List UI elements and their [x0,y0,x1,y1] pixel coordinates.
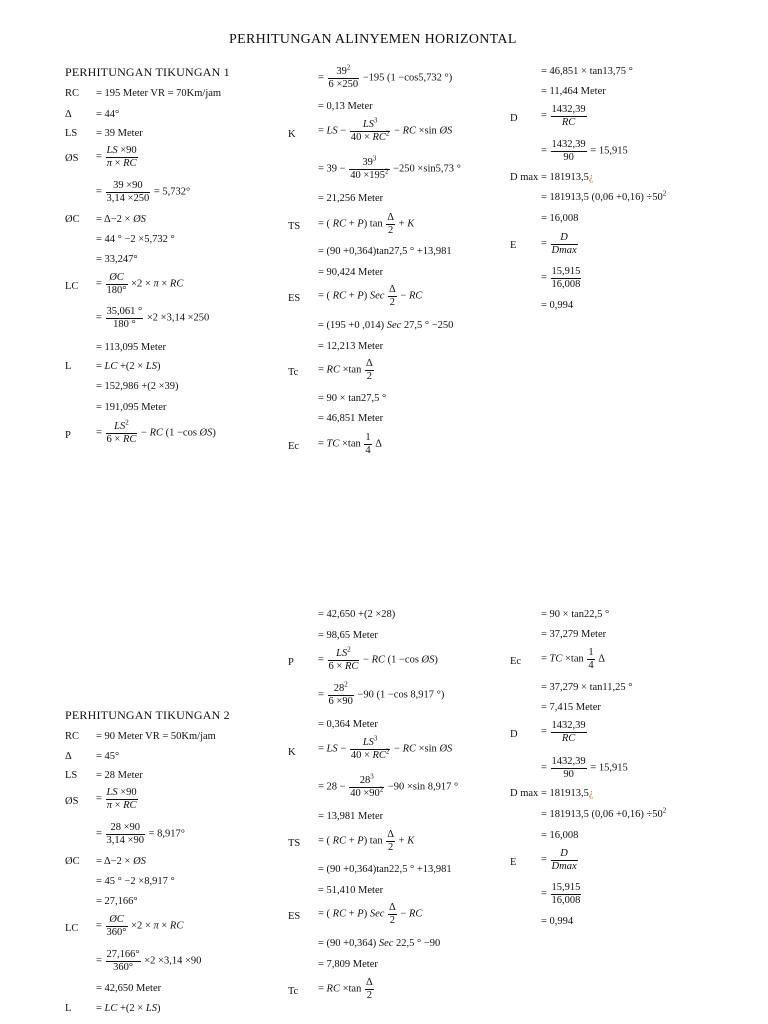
ts-formula: = ( RC + P) tan $\frac{\Delta}{2}$ + K [318,829,415,853]
phic-step: = 44 ° −2 ×5,732 ° [96,234,175,245]
label-d: D [510,729,518,740]
ts-result: = 51,410 Meter [318,885,384,896]
label-delta: Δ [65,109,72,120]
e-result: = 0,994 [541,916,574,927]
label-phis: ØS [65,153,79,164]
ec-result: = 7,415 Meter [541,702,601,713]
dmax-step: = 181913,5 $(0,06 +0,16) \div 50^2$ [541,189,667,203]
dmax-formula: = 181913,5¿ [541,788,594,799]
label-ls: LS [65,128,78,139]
ec-step: = 37,279 × tan11,25 ° [541,682,633,693]
label-phic: ØC [65,856,80,867]
es-result: = 7,809 Meter [318,959,378,970]
k-substitution: = 39 − $\frac{39^3}{40 \times 195^2}$ −250 ×sin5,73 ° [318,154,461,181]
label-l: L [65,361,72,372]
rc-value: = 90 Meter VR = 50Km/jam [96,731,216,742]
lc-result: = 42,650 Meter [96,983,162,994]
k-result: = 13,981 Meter [318,811,384,822]
d-substitution: = $\frac{1432,39}{90}$ = 15,915 [541,756,628,780]
d-formula: = $\frac{1432,39}{RC}$ [541,104,586,128]
lc-formula: = $\frac{ØC}{360^\circ}$ ×2 × π × RC [96,914,184,938]
label-dmax: D max [510,788,539,799]
l-formula: = LC +(2 × LS) [96,361,161,372]
lc-formula: = $\frac{ØC}{180^\circ}$ ×2 × π × RC [96,272,184,296]
label-lc: LC [65,923,79,934]
l-step: = 42,650 +(2 ×28) [318,609,396,620]
phic-result: = 27,166° [96,896,138,907]
label-e: E [510,240,517,251]
label-k: K [288,129,296,140]
label-ec: Ec [510,656,522,667]
es-formula: = ( RC + P) Sec $\frac{\Delta}{2}$ − RC [318,902,423,926]
label-rc: RC [65,88,80,99]
ec-formula: = TC ×tan $\frac{1}{4}$ Δ [541,647,606,671]
dmax-result: = 16,008 [541,830,579,841]
label-tc: Tc [288,986,299,997]
dmax-result: = 16,008 [541,213,579,224]
d-result: = 15,915 [590,145,628,157]
label-p: P [288,657,294,668]
l-formula: = LC +(2 × LS) [96,1003,161,1014]
phis-formula: = $\frac{LS \times 90}{\pi \times RC}$ [96,787,137,811]
k-formula: = LS − $\frac{LS^3}{40 \times RC^2}$ − RC ×sin ØS [318,734,453,761]
tc-result: = 46,851 Meter [318,413,384,424]
es-formula: = ( RC + P) Sec $\frac{\Delta}{2}$ − RC [318,284,423,308]
label-ts: TS [288,221,301,232]
label-tc: Tc [288,367,299,378]
e-substitution: = $\frac{15,915}{16,008}$ [541,882,581,906]
label-l: L [65,1003,72,1014]
phic-formula: = Δ−2 × ØS [96,214,146,225]
section-heading: PERHITUNGAN TIKUNGAN 1 [65,65,230,79]
p-result: = 0,13 Meter [318,101,373,112]
phis-formula: = $\frac{LS \times 90}{\pi \times RC}$ [96,145,137,169]
ec-result: = 11,464 Meter [541,86,606,97]
label-ts: TS [288,838,301,849]
l-result: = 191,095 Meter [96,402,167,413]
p-substitution: = $\frac{39^2}{6 \times 250}$ −195 (1 −cos5,732 °) [318,63,453,90]
tc-step: = 90 × tan22,5 ° [541,609,610,620]
label-lc: LC [65,281,79,292]
p-formula: = $\frac{LS^2}{6 \times RC}$ − RC (1 −cos ØS) [96,418,216,445]
label-k: K [288,747,296,758]
label-ec: Ec [288,441,300,452]
ts-formula: = ( RC + P) tan $\frac{\Delta}{2}$ + K [318,212,415,236]
k-formula: = LS − $\frac{LS^3}{40 \times RC^2}$ − RC ×sin ØS [318,116,453,143]
label-phic: ØC [65,214,80,225]
k-substitution: = 28 − $\frac{28^3}{40 \times 90^2}$ −90 ×sin 8,917 ° [318,772,459,799]
l-step: = 152,986 +(2 ×39) [96,381,179,392]
phis-result: = 8,917° [148,828,185,840]
e-result: = 0,994 [541,300,574,311]
phic-step: = 45 ° −2 ×8,917 ° [96,876,175,887]
label-d: D [510,113,518,124]
lc-substitution: = $\frac{27,166^\circ}{360^\circ}$ ×2 ×3,14 ×90 [96,949,202,973]
section-heading: PERHITUNGAN TIKUNGAN 2 [65,708,230,722]
ec-step: = 46,851 × tan13,75 ° [541,66,633,77]
delta-value: = 44° [96,109,120,120]
phis-substitution: = $\frac{39 \times 90}{3,14 \times 250}$ = 5,732° [96,180,191,204]
lc-result: = 113,095 Meter [96,342,166,353]
p-formula: = $\frac{LS^2}{6 \times RC}$ − RC (1 −cos ØS) [318,645,438,672]
ls-value: = 28 Meter [96,770,143,781]
phis-substitution: = $\frac{28 \times 90}{3,14 \times 90}$ = 8,917° [96,822,185,846]
d-substitution: = $\frac{1432,39}{90}$ = 15,915 [541,139,628,163]
l-result: = 98,65 Meter [318,630,378,641]
label-rc: RC [65,731,80,742]
e-formula: = $\frac{D}{Dmax}$ [541,232,577,256]
k-result: = 21,256 Meter [318,193,384,204]
label-dmax: D max [510,172,539,183]
tc-step: = 90 × tan27,5 ° [318,393,387,404]
lc-substitution: = $\frac{35,061 ^\circ}{180 ^\circ}$ ×2 ×3,14 ×250 [96,306,210,330]
ls-value: = 39 Meter [96,128,143,139]
delta-value: = 45° [96,751,120,762]
tc-result: = 37,279 Meter [541,629,607,640]
e-formula: = $\frac{D}{Dmax}$ [541,848,577,872]
p-result: = 0,364 Meter [318,719,378,730]
label-es: ES [288,293,301,304]
phis-result: = 5,732° [153,186,191,198]
es-result: = 12,213 Meter [318,341,384,352]
label-e: E [510,857,517,868]
p-substitution: = $\frac{28^2}{6 \times 90}$ −90 (1 −cos 8,917 °) [318,680,445,707]
dmax-formula: = 181913,5¿ [541,172,594,183]
label-phis: ØS [65,796,79,807]
label-ls: LS [65,770,78,781]
label-es: ES [288,911,301,922]
ts-step: = (90 +0,364)tan27,5 ° +13,981 [318,246,452,257]
phic-formula: = Δ−2 × ØS [96,856,146,867]
es-step: = (90 +0,364) Sec 22,5 ° −90 [318,938,441,949]
ts-result: = 90,424 Meter [318,267,384,278]
ec-formula: = TC ×tan $\frac{1}{4}$ Δ [318,432,383,456]
rc-value: = 195 Meter VR = 70Km/jam [96,88,222,99]
d-result: = 15,915 [590,762,628,774]
ts-step: = (90 +0,364)tan22,5 ° +13,981 [318,864,452,875]
tc-formula: = RC ×tan $\frac{\Delta}{2}$ [318,977,373,1001]
tc-formula: = RC ×tan $\frac{\Delta}{2}$ [318,358,373,382]
label-p: P [65,430,71,441]
phic-result: = 33,247° [96,254,138,265]
d-formula: = $\frac{1432,39}{RC}$ [541,720,586,744]
page-title: PERHITUNGAN ALINYEMEN HORIZONTAL [229,32,517,47]
label-delta: Δ [65,751,72,762]
e-substitution: = $\frac{15,915}{16,008}$ [541,266,581,290]
dmax-step: = 181913,5 $(0,06 +0,16) \div 50^2$ [541,806,667,820]
es-step: = (195 +0 ,014) Sec 27,5 ° −250 [318,320,454,331]
